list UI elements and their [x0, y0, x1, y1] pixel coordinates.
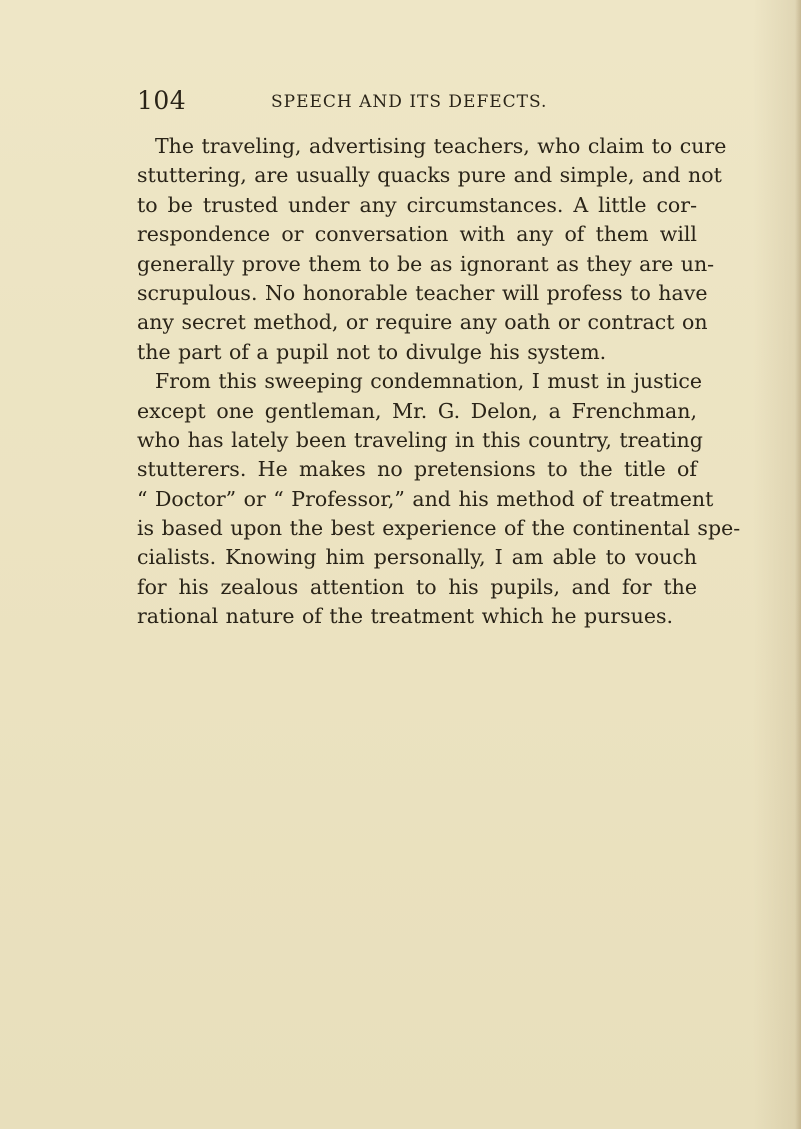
text-line: respondence or conversation with any of them will — [137, 222, 697, 247]
text-line: to be trusted under any circumstances. A little cor- — [137, 192, 697, 217]
running-title: SPEECH AND ITS DEFECTS. — [271, 92, 548, 112]
body-text — [137, 132, 741, 632]
text-line: rational nature of the treatment which he pursues. — [137, 604, 674, 629]
text-line: generally prove them to be as ignorant as they are un- — [137, 251, 715, 276]
text-line: is based upon the best experience of the continental spe- — [137, 516, 741, 541]
text-line: who has lately been traveling in this country, treating — [137, 427, 703, 452]
text-line: for his zealous attention to his pupils, and for the — [137, 574, 697, 599]
text-line: scrupulous. No honorable teacher will profess to have — [137, 280, 708, 305]
text-line: From this sweeping condemnation, I must in justice — [155, 369, 703, 394]
text-line: stutterers. He makes no pretensions to the title of — [137, 457, 697, 482]
text-line: stuttering, are usually quacks pure and simple, and not — [137, 163, 722, 188]
page-number: 104 — [137, 86, 187, 115]
text-line: except one gentleman, Mr. G. Delon, a Frenchman, — [137, 398, 697, 423]
text-line: cialists. Knowing him personally, I am able to vouch — [137, 545, 697, 570]
running-head — [137, 86, 697, 118]
page-edge-shadow — [795, 0, 801, 1129]
text-line: any secret method, or require any oath or contract on — [137, 310, 708, 335]
text-line: “ Doctor” or “ Professor,” and his method of treatment — [137, 486, 714, 511]
text-line: the part of a pupil not to divulge his system. — [137, 339, 607, 364]
text-line: The traveling, advertising teachers, who claim to cure — [155, 134, 727, 158]
